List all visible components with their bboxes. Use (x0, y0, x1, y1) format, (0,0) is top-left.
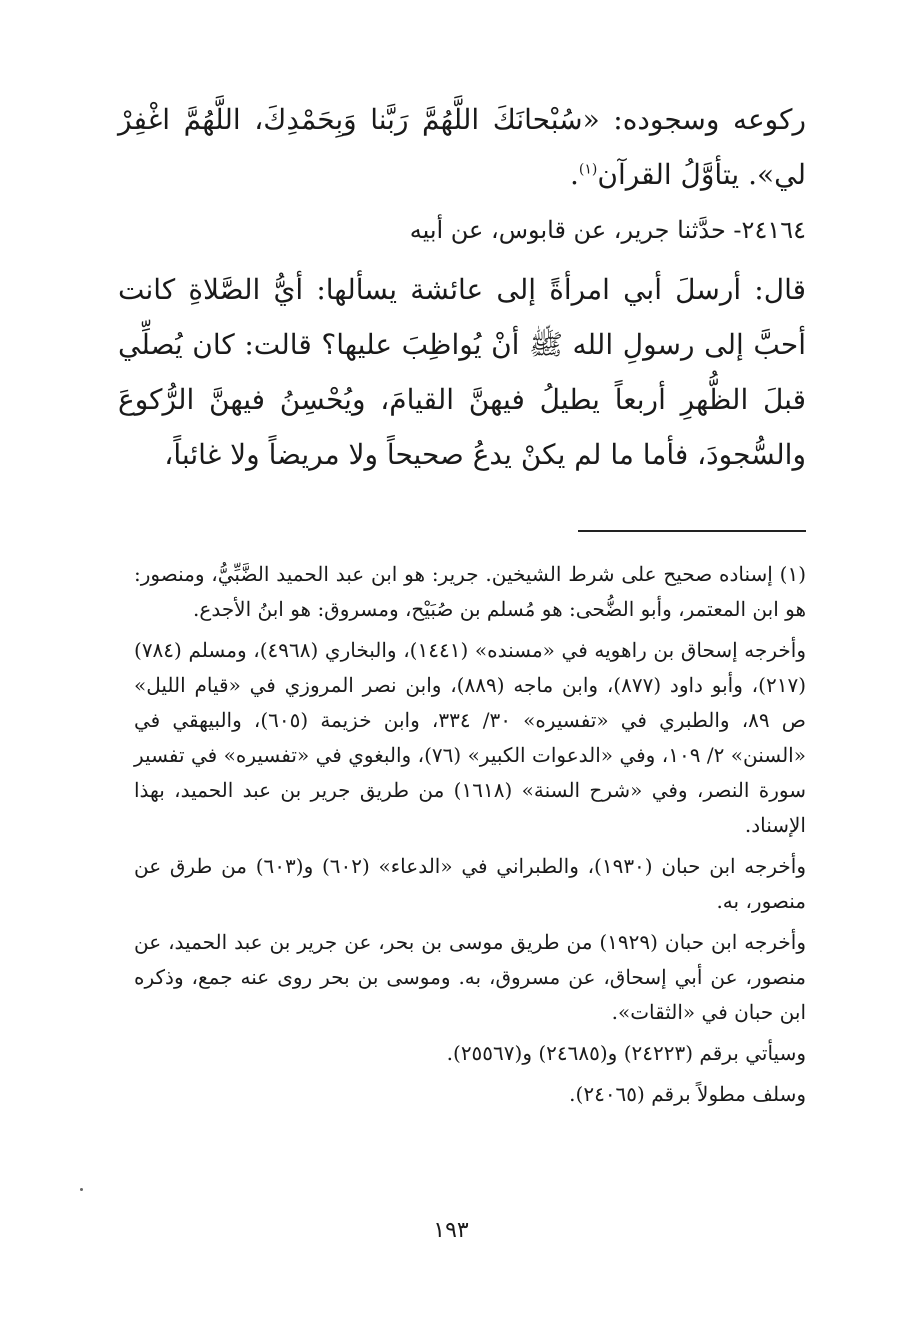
footnotes-block (134, 557, 806, 1118)
footnote-marker[interactable]: (١) (578, 161, 598, 178)
hadith-text: قال: أرسلَ أبي امرأةً إلى عائشة يسألها: أيُّ الصَّلاةِ كانت أحبَّ إلى رسولِ الله ﷺ أنْ يُواظِبَ عليها؟ قالت: كان يُصلِّي قبلَ الظُّهرِ أربعاً يطيلُ فيهنَّ القيامَ، ويُحْسِنُ فيهنَّ الرُّكوعَ والسُّجودَ، فأما ما لم يكنْ يدعُ صحيحاً ولا مريضاً ولا غائباً، (118, 273, 806, 471)
footnote-paragraph: وسلف مطولاً برقم (٢٤٠٦٥). (569, 1082, 806, 1106)
footnote-paragraph: (١) إسناده صحيح على شرط الشيخين. جرير: هو ابن عبد الحميد الضَّبِّيُّ، ومنصور: هو ابن المعتمر، وأبو الضُّحى: هو مُسلم بن صُبَيْح، ومسروق: هو ابنُ الأجدع. (134, 562, 806, 621)
hadith-isnad-heading: ٢٤١٦٤- حدَّثنا جرير، عن قابوس، عن أبيه (409, 216, 806, 244)
main-text-block (118, 92, 806, 482)
page-number: ١٩٣ (433, 1218, 469, 1243)
main-paragraph-continuation: ركوعه وسجوده: «سُبْحانَكَ اللَّهُمَّ رَبَّنا وَبِحَمْدِكَ، اللَّهُمَّ اغْفِرْ لي». يتأوَّلُ القرآن$^{(١)}$. (118, 103, 806, 191)
footnote-paragraph: وأخرجه ابن حبان (١٩٣٠)، والطبراني في «الدعاء» (٦٠٢) و(٦٠٣) من طرق عن منصور، به. (134, 854, 806, 913)
footnote-paragraph: وأخرجه ابن حبان (١٩٢٩) من طريق موسى بن بحر، عن جرير بن عبد الحميد، عن منصور، عن أبي إسحاق، عن مسروق، به. وموسى بن بحر روى عنه جمع، وذكره ابن حبان في «الثقات». (134, 930, 807, 1024)
scan-speck (80, 1188, 83, 1191)
footnote-paragraph: وسيأتي برقم (٢٤٢٢٣) و(٢٤٦٨٥) و(٢٥٥٦٧). (446, 1041, 806, 1065)
footnote-paragraph: وأخرجه إسحاق بن راهويه في «مسنده» (١٤٤١)، والبخاري (٤٩٦٨)، ومسلم (٧٨٤) (٢١٧)، وأبو داود (٨٧٧)، وابن ماجه (٨٨٩)، وابن نصر المروزي في «قيام الليل» ص ٨٩، والطبري في «تفسيره» ٣٠/ ٣٣٤، وابن خزيمة (٦٠٥)، والبيهقي في «السنن» ٢/ ١٠٩، وفي «الدعوات الكبير» (٧٦)، والبغوي في «تفسيره» في تفسير سورة النصر، وفي «شرح السنة» (١٦١٨) من طريق جرير بن عبد الحميد، بهذا الإسناد. (134, 638, 807, 837)
footnote-separator (578, 530, 806, 532)
